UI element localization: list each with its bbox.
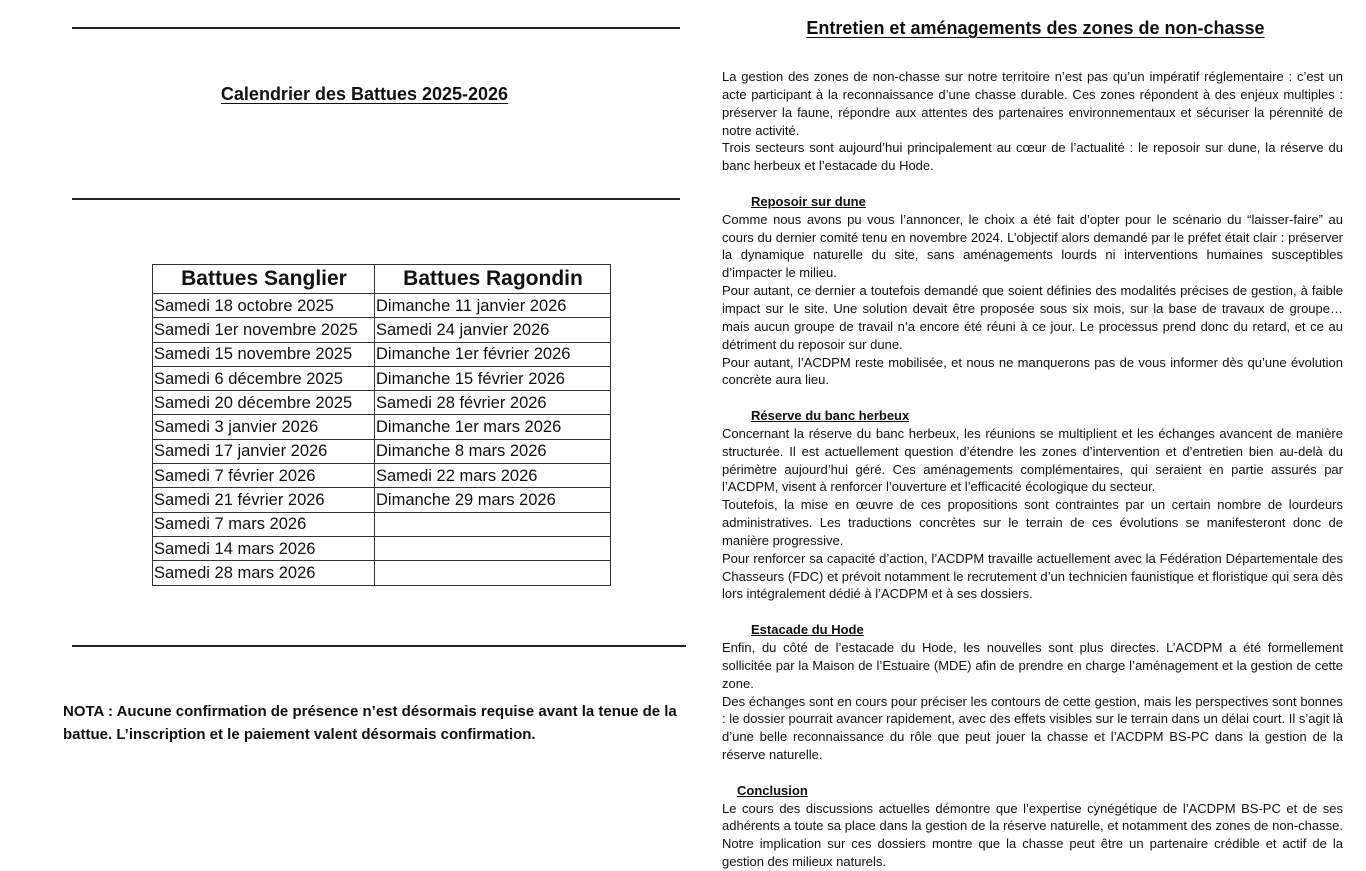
- article-paragraph: Trois secteurs sont aujourd’hui principalement au cœur de l’actualité : le reposoir sur dune, la réserve du banc herbeux et l’estacade du Hode.: [722, 140, 1343, 174]
- table-row: [153, 561, 611, 585]
- article-paragraph: Toutefois, la mise en œuvre de ces propositions sont contraintes par un certain nombre de lourdeurs administratives. Les traductions concrètes sur le terrain de ces évolutions se manifesteront donc de manière progressive.: [722, 497, 1343, 548]
- column-header-ragondin: Battues Ragondin: [375, 265, 611, 294]
- section-heading-banc-herbeux: Réserve du banc herbeux: [751, 408, 910, 424]
- table-row: [153, 488, 611, 512]
- table-cell: Samedi 17 janvier 2026: [153, 439, 375, 463]
- table-cell: Samedi 28 mars 2026: [153, 561, 375, 585]
- table-cell: Samedi 21 février 2026: [153, 488, 375, 512]
- table-cell: Samedi 20 décembre 2025: [153, 391, 375, 415]
- table-cell: Samedi 7 mars 2026: [153, 512, 375, 536]
- table-cell: Samedi 28 février 2026: [375, 391, 611, 415]
- table-cell: [375, 561, 611, 585]
- table-cell: Samedi 14 mars 2026: [153, 536, 375, 560]
- article-title: Entretien et aménagements des zones de non-chasse: [806, 18, 1265, 38]
- table-header-row: [153, 265, 611, 294]
- table-row: [153, 464, 611, 488]
- article-paragraph: Enfin, du côté de l’estacade du Hode, les nouvelles sont plus directes. L’ACDPM a été formellement sollicitée par la Maison de l’Estuaire (MDE) afin de prendre en charge l’aménagement et la gestion de cette zone.: [722, 640, 1343, 691]
- table-cell: Samedi 22 mars 2026: [375, 464, 611, 488]
- table-cell: [375, 536, 611, 560]
- divider: [72, 645, 686, 647]
- article-paragraph: Pour autant, l’ACDPM reste mobilisée, et nous ne manquerons pas de vous informer dès qu’une évolution concrète aura lieu.: [722, 354, 1343, 388]
- table-row: [153, 294, 611, 318]
- table-row: [153, 439, 611, 463]
- table-row: [153, 512, 611, 536]
- table-cell: Dimanche 29 mars 2026: [375, 488, 611, 512]
- article: [722, 16, 1343, 871]
- table-cell: Samedi 24 janvier 2026: [375, 318, 611, 342]
- column-header-sanglier: Battues Sanglier: [153, 265, 375, 294]
- divider: [72, 198, 680, 200]
- table-cell: Samedi 6 décembre 2025: [153, 366, 375, 390]
- calendar-title: Calendrier des Battues 2025-2026: [220, 84, 509, 104]
- table-cell: Dimanche 1er février 2026: [375, 342, 611, 366]
- article-paragraph: Le cours des discussions actuelles démontre que l’expertise cynégétique de l’ACDPM BS-PC et de ses adhérents a toute sa place dans la gestion de la réserve naturelle, et notamment des zones de non-chasse. Notre implication sur ces dossiers montre que la chasse peut être un partenaire crédible et actif de la gestion des milieux naturels.: [722, 800, 1343, 870]
- table-cell: Samedi 18 octobre 2025: [153, 294, 375, 318]
- table-cell: Dimanche 15 février 2026: [375, 366, 611, 390]
- section-heading-estacade: Estacade du Hode: [751, 622, 864, 638]
- table-row: [153, 536, 611, 560]
- section-heading-reposoir: Reposoir sur dune: [751, 193, 866, 209]
- calendar-table: [152, 264, 611, 586]
- table-row: [153, 366, 611, 390]
- table-row: [153, 342, 611, 366]
- article-paragraph: Comme nous avons pu vous l’annoncer, le choix a été fait d’opter pour le scénario du “laisser-faire” au cours du dernier comité tenu en novembre 2024. L’objectif alors demandé par le préfet était clair : préserver la dynamique naturelle du site, sans aménagements lourds ni interventions humaines susceptibles d’impacter le milieu.: [722, 211, 1343, 281]
- article-paragraph: Pour renforcer sa capacité d’action, l’ACDPM travaille actuellement avec la Fédération Départementale des Chasseurs (FDC) et prévoit notamment le recrutement d’un technicien faunistique et floristique qui sera dès lors intégralement dédié à l’ACDPM et à ses dossiers.: [722, 550, 1343, 602]
- table-cell: Samedi 1er novembre 2025: [153, 318, 375, 342]
- table-cell: Samedi 7 février 2026: [153, 464, 375, 488]
- article-paragraph: Des échanges sont en cours pour préciser les contours de cette gestion, mais les perspectives sont bonnes : le dossier pourrait avancer rapidement, avec des effets visibles sur le terrain dans un délai court. Il s’agit là d’une belle reconnaissance du rôle que peut jouer la chasse et l’ACDPM BS-PC dans la gestion de la réserve naturelle.: [722, 693, 1343, 763]
- table-cell: [375, 512, 611, 536]
- section-heading-conclusion: Conclusion: [737, 782, 808, 798]
- article-paragraph: La gestion des zones de non-chasse sur notre territoire n’est pas qu’un impératif réglementaire : c’est un acte participant à la reconnaissance d’une chasse durable. Ces zones répondent à des enjeux multiples : préserver la faune, répondre aux attentes des partenaires environnementaux et sécuriser la pérennité de notre activité.: [722, 69, 1343, 138]
- table-row: [153, 391, 611, 415]
- nota-note: NOTA : Aucune confirmation de présence n’est désormais requise avant la tenue de la battue. L’inscription et le paiement valent désormais confirmation.: [63, 703, 677, 743]
- table-cell: Samedi 3 janvier 2026: [153, 415, 375, 439]
- article-paragraph: Pour autant, ce dernier a toutefois demandé que soient définies des modalités précises de gestion, à faible impact sur le site. Une solution devait être proposée sous six mois, sur la base de travaux de groupe… mais aucun groupe de travail n’a encore été réuni à ce jour. Le processus prend donc du retard, et ce au détriment du reposoir sur dune.: [722, 283, 1343, 352]
- table-row: [153, 318, 611, 342]
- article-paragraph: Concernant la réserve du banc herbeux, les réunions se multiplient et les échanges avancent de manière structurée. Il est actuellement question d’étendre les zones d’intervention et d’entretien bien au-delà du périmètre aujourd’hui géré. Ces aménagements complémentaires, qui seraient en partie assurés par l’ACDPM, visent à renforcer l’ouverture et l’efficacité écologique du secteur.: [722, 425, 1343, 495]
- table-cell: Samedi 15 novembre 2025: [153, 342, 375, 366]
- table-cell: Dimanche 11 janvier 2026: [375, 294, 611, 318]
- divider: [72, 27, 680, 29]
- table-cell: Dimanche 1er mars 2026: [375, 415, 611, 439]
- table-cell: Dimanche 8 mars 2026: [375, 439, 611, 463]
- table-row: [153, 415, 611, 439]
